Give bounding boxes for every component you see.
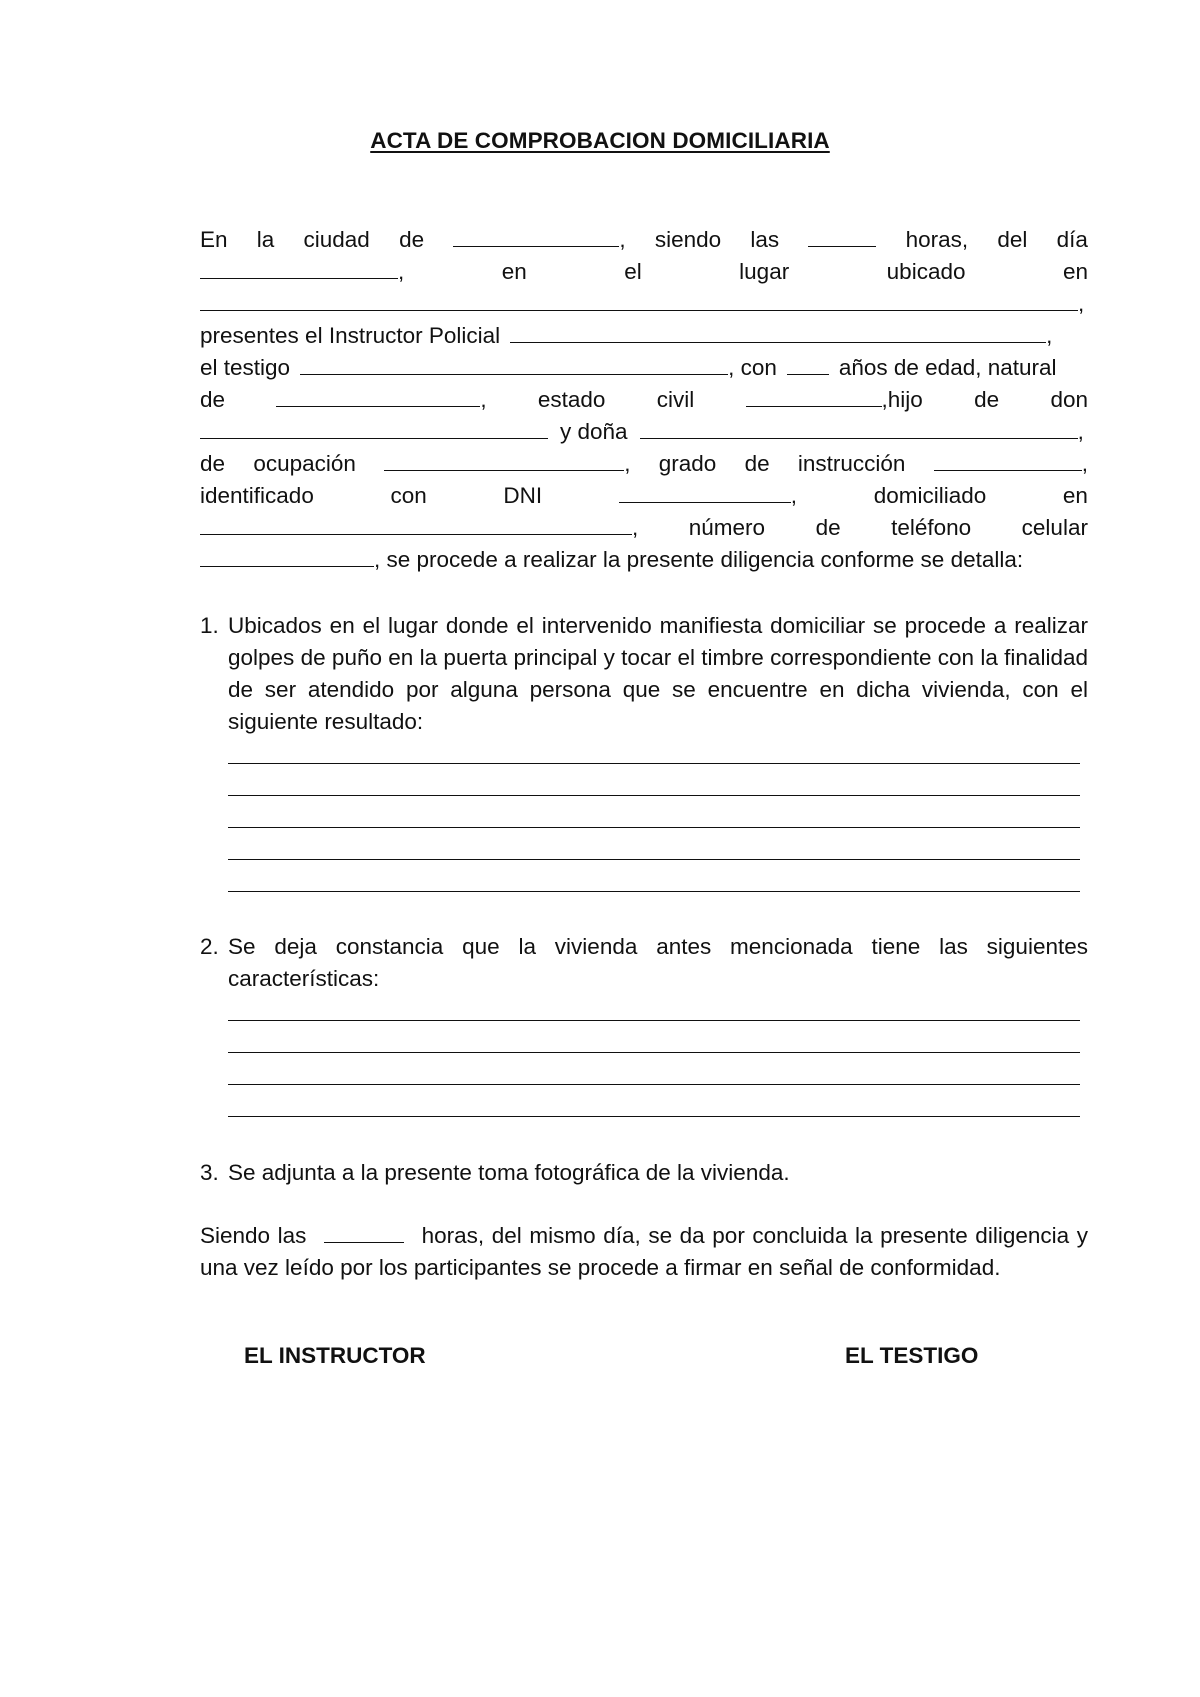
intro-line-7 bbox=[200, 416, 1088, 448]
mother-blank[interactable] bbox=[640, 418, 1078, 439]
word: ocupación bbox=[253, 451, 356, 476]
word: , con bbox=[728, 355, 777, 380]
word: celular bbox=[1021, 515, 1088, 540]
word: , bbox=[1081, 451, 1088, 476]
closing-hour-blank[interactable] bbox=[324, 1222, 404, 1243]
result-line[interactable] bbox=[228, 859, 1080, 860]
item-1 bbox=[200, 610, 1088, 738]
word: , bbox=[632, 515, 639, 540]
word: , bbox=[790, 483, 798, 508]
word: civil bbox=[656, 387, 695, 412]
word: en bbox=[1062, 259, 1088, 284]
word: , bbox=[1077, 419, 1084, 444]
address-blank[interactable] bbox=[200, 514, 632, 535]
characteristics-line[interactable] bbox=[228, 1116, 1080, 1117]
result-line[interactable] bbox=[228, 763, 1080, 764]
intro-paragraph bbox=[200, 224, 1088, 576]
item-text: Ubicados en el lugar donde el intervenido manifiesta domiciliar se procede a realizar golpes de puño en la puerta principal y tocar el timbre correspondiente con la finalidad de ser atendido por alguna persona que se encuentre en dicha vivienda, con el siguiente resultado: bbox=[228, 613, 1088, 734]
education-blank[interactable] bbox=[934, 450, 1082, 471]
phone-blank[interactable] bbox=[200, 546, 374, 567]
intro-line-6 bbox=[200, 384, 1088, 416]
item-text: Se deja constancia que la vivienda antes mencionada tiene las siguientes características: bbox=[228, 934, 1088, 991]
closing-end: horas, del mismo día, se da por concluida la presente diligencia y una vez leído por los participantes se procede a firmar en señal de conformidad. bbox=[200, 1223, 1088, 1280]
word: En bbox=[200, 227, 228, 252]
word: día bbox=[1056, 227, 1088, 252]
word: de bbox=[974, 387, 1000, 412]
hour-blank[interactable] bbox=[808, 226, 876, 247]
word: lugar bbox=[739, 259, 790, 284]
characteristics-line[interactable] bbox=[228, 1084, 1080, 1085]
location-blank[interactable] bbox=[200, 290, 1078, 311]
word: en bbox=[501, 259, 527, 284]
word: , bbox=[619, 227, 626, 252]
witness-blank[interactable] bbox=[300, 354, 728, 375]
intro-line-5 bbox=[200, 352, 1088, 384]
word: de bbox=[744, 451, 770, 476]
word: de bbox=[200, 451, 226, 476]
word: la bbox=[256, 227, 275, 252]
page-title: ACTA DE COMPROBACION DOMICILIARIA bbox=[370, 128, 830, 153]
intro-line-8 bbox=[200, 448, 1088, 480]
origin-blank[interactable] bbox=[276, 386, 480, 407]
word: el testigo bbox=[200, 355, 291, 380]
item-number: 3. bbox=[200, 1160, 219, 1185]
intro-line-9 bbox=[200, 480, 1088, 512]
occupation-blank[interactable] bbox=[384, 450, 624, 471]
word: , bbox=[624, 451, 631, 476]
closing-paragraph bbox=[200, 1220, 1088, 1284]
word: de bbox=[200, 387, 226, 412]
date-blank[interactable] bbox=[200, 258, 398, 279]
witness-signature-label: EL TESTIGO bbox=[845, 1343, 979, 1368]
item-3 bbox=[200, 1157, 1088, 1189]
word: instrucción bbox=[797, 451, 906, 476]
word: , bbox=[1046, 323, 1053, 348]
dni-blank[interactable] bbox=[619, 482, 791, 503]
word: de bbox=[399, 227, 425, 252]
word: siendo bbox=[654, 227, 722, 252]
city-blank[interactable] bbox=[453, 226, 619, 247]
word: en bbox=[1062, 483, 1088, 508]
word: don bbox=[1050, 387, 1088, 412]
intro-line-11 bbox=[200, 544, 1088, 576]
word: del bbox=[997, 227, 1028, 252]
word: , bbox=[480, 387, 487, 412]
item-number: 2. bbox=[200, 934, 219, 959]
item-text: Se adjunta a la presente toma fotográfica de la vivienda. bbox=[228, 1160, 790, 1185]
age-blank[interactable] bbox=[787, 354, 829, 375]
word: y doña bbox=[560, 419, 628, 444]
intro-line-1 bbox=[200, 224, 1088, 256]
word: domiciliado bbox=[873, 483, 987, 508]
closing-start: Siendo las bbox=[200, 1223, 307, 1248]
civil-status-blank[interactable] bbox=[746, 386, 882, 407]
characteristics-line[interactable] bbox=[228, 1020, 1080, 1021]
item-number: 1. bbox=[200, 613, 219, 638]
word: ubicado bbox=[886, 259, 966, 284]
instructor-blank[interactable] bbox=[510, 322, 1046, 343]
word: presentes el Instructor Policial bbox=[200, 323, 501, 348]
word: , se procede a realizar la presente diligencia conforme se detalla: bbox=[374, 547, 1024, 572]
intro-line-3 bbox=[200, 288, 1088, 320]
characteristics-line[interactable] bbox=[228, 1052, 1080, 1053]
word: las bbox=[750, 227, 780, 252]
father-blank[interactable] bbox=[200, 418, 548, 439]
word: años de edad, natural bbox=[838, 355, 1057, 380]
word: con bbox=[390, 483, 427, 508]
result-line[interactable] bbox=[228, 891, 1080, 892]
result-line[interactable] bbox=[228, 827, 1080, 828]
word: el bbox=[624, 259, 642, 284]
intro-line-2 bbox=[200, 256, 1088, 288]
word: ,hijo bbox=[881, 387, 923, 412]
word: número bbox=[688, 515, 766, 540]
word: teléfono bbox=[891, 515, 972, 540]
item-2 bbox=[200, 931, 1088, 995]
intro-line-10 bbox=[200, 512, 1088, 544]
word: horas, bbox=[905, 227, 969, 252]
instructor-signature-label: EL INSTRUCTOR bbox=[244, 1343, 426, 1368]
intro-line-4 bbox=[200, 320, 1088, 352]
word: DNI bbox=[503, 483, 543, 508]
result-line[interactable] bbox=[228, 795, 1080, 796]
word: grado bbox=[658, 451, 717, 476]
word: estado bbox=[537, 387, 606, 412]
word: , bbox=[1078, 291, 1085, 316]
word: ciudad bbox=[303, 227, 370, 252]
word: identificado bbox=[200, 483, 314, 508]
word: de bbox=[815, 515, 841, 540]
word: , bbox=[398, 259, 405, 284]
